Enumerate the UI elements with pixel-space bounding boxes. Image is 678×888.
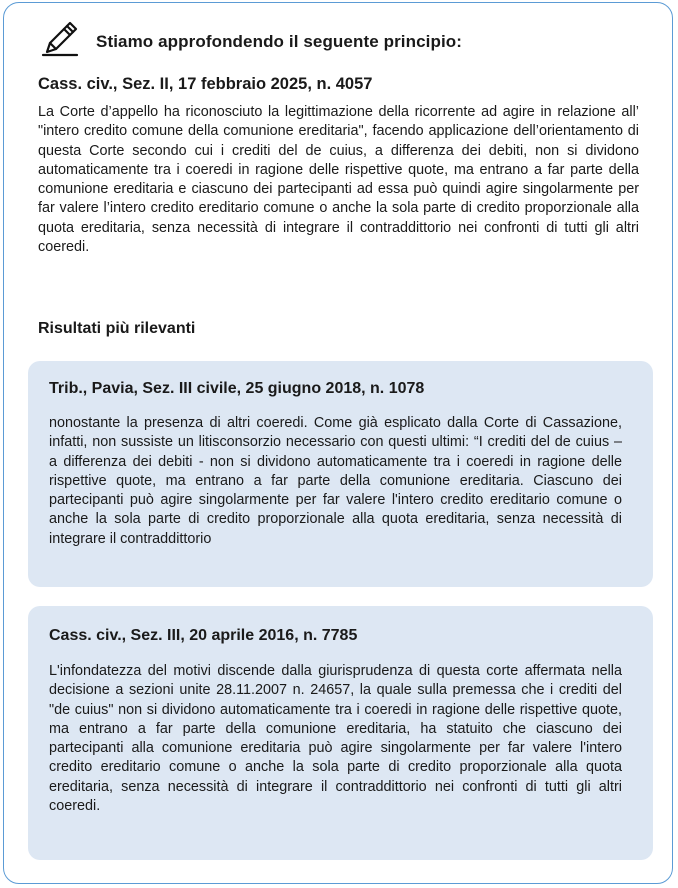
result-reference: Cass. civ., Sez. III, 20 aprile 2016, n. 7785 [49,627,358,644]
pencil-edit-icon [40,19,80,57]
principle-text: La Corte d’appello ha riconosciuto la legittimazione della ricorrente ad agire in relazione all’ "intero credito comune della comunione ereditaria", facendo applicazione dell’orientamento di questa Corte secondo cui i crediti del de cuius, a differenza dei debiti, non si dividono automaticamente tra i coeredi in ragione delle rispettive quote, ma entrano a far parte della comunione ereditaria e ciascuno dei partecipanti ad essa può quindi agire singolarmente per far valere l’intero credito ereditario comune o anche la sola parte di credito proporzionale alla quota ereditaria, senza necessità di integrare il contraddittorio nei confronti di tutti gli altri coeredi. [38,104,639,256]
principle-panel [3,2,673,884]
principle-reference: Cass. civ., Sez. II, 17 febbraio 2025, n. 4057 [38,75,373,93]
result-excerpt: L'infondatezza del motivi discende dalla giurisprudenza di questa corte affermata nella decisione a sezioni unite 28.11.2007 n. 24657, la quale sulla premessa che i crediti del "de cuius" non si dividono automaticamente tra i coeredi in ragione delle rispettive quote, ma entrano a far parte della comunione ereditaria, ha statuito che ciascuno dei partecipanti alla comunione ereditaria può agire singolarmente per far valere l'intero credito ereditario comune o anche la sola parte di credito proporzionale alla quota ereditaria, senza necessità di integrare il contraddittorio nei confronti di tutti gli altri coeredi. [49,663,622,815]
results-heading: Risultati più rilevanti [38,320,196,337]
result-card[interactable] [28,361,653,587]
result-excerpt: nonostante la presenza di altri coeredi. Come già esplicato dalla Corte di Cassazione, infatti, non sussiste un litisconsorzio necessario con questi ultimi: “I crediti del de cuius – a differenza dei debiti - non si dividono automaticamente tra i coeredi in ragione delle rispettive quote, ma entrano a far parte della comunione ereditaria. Ciascuno dei partecipanti può agire singolarmente per far valere l'intero credito ereditario comune o anche la sola parte di credito proporzionale alla quota ereditaria, senza necessità di integrare il contraddittorio [49,415,622,547]
result-card[interactable] [28,606,653,860]
section-heading: Stiamo approfondendo il seguente principio: [96,32,463,51]
result-reference: Trib., Pavia, Sez. III civile, 25 giugno 2018, n. 1078 [49,380,425,397]
